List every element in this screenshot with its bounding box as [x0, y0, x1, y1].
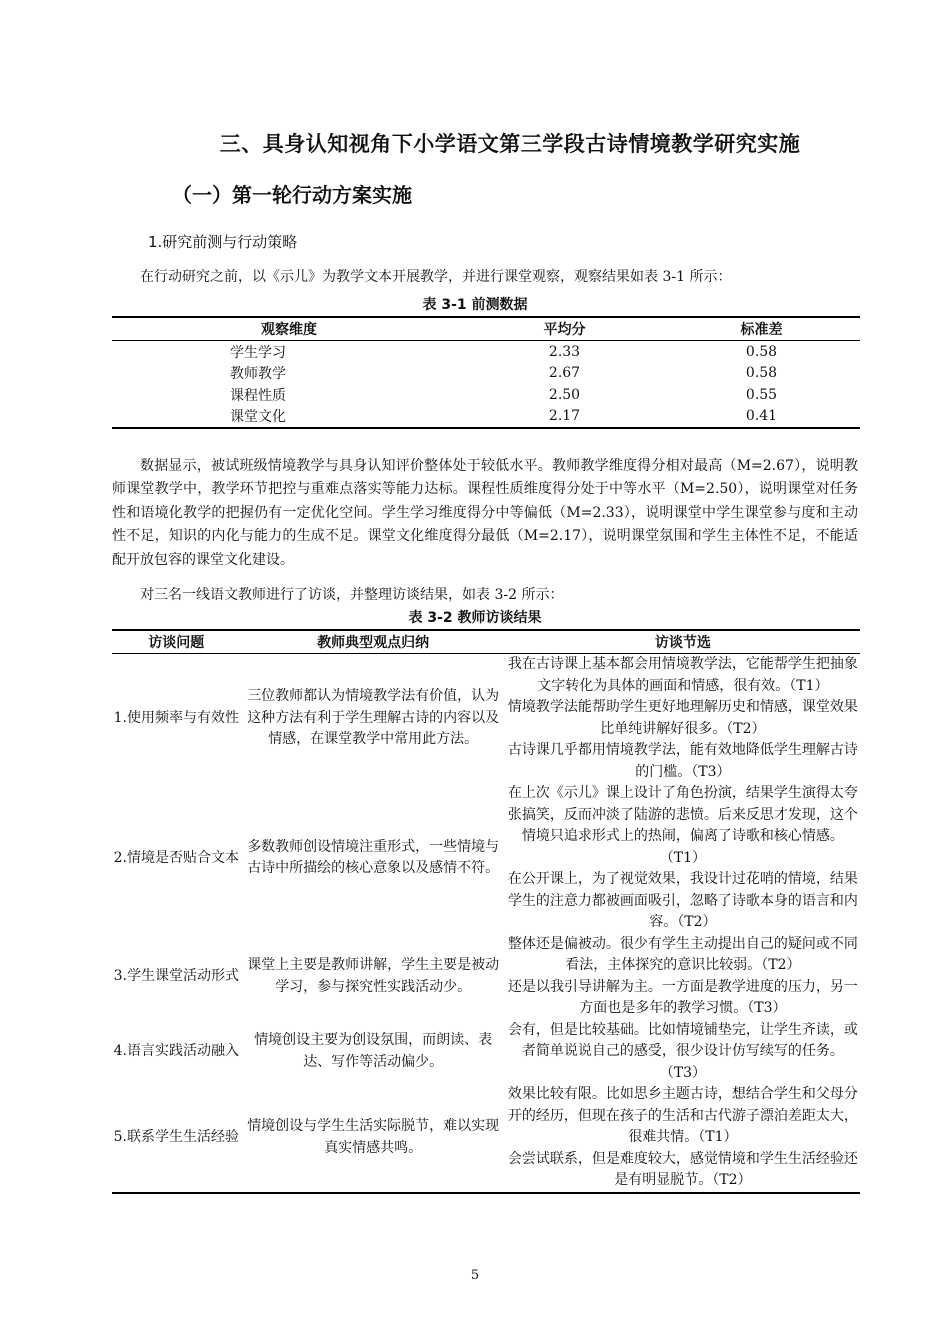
dimension-cell: 课堂文化: [230, 409, 286, 426]
dimension-cell: 学生学习: [230, 344, 286, 361]
excerpt-cell: [506, 654, 860, 784]
quote-text: 情境教学法能帮助学生更好地理解历史和情感，课堂效果比单纯讲解好很多。（T2）: [507, 699, 858, 737]
table2-header-question: 访谈问题: [148, 635, 205, 651]
table2-header-excerpt: 访谈节选: [654, 635, 711, 651]
quote-text: 我在古诗课上基本都会用情境教学法，它能帮学生把抽象文字转化为具体的画面和情感，很有效。（T1）: [507, 656, 858, 694]
pretest-table: [112, 316, 860, 429]
view-cell: 课堂上主要是教师讲解，学生主要是被动学习，参与探究性实践活动少。: [247, 957, 500, 995]
table-row: [112, 654, 860, 784]
section-heading: 三、具身认知视角下小学语文第三学段古诗情境教学研究实施: [219, 132, 801, 156]
mean-cell: 2.17: [548, 408, 581, 425]
excerpt-cell: [506, 783, 860, 934]
quote-text: 整体还是偏被动。很少有学生主动提出自己的疑问或不同看法，主体探究的意识比较弱。（T2）: [507, 935, 858, 973]
page-number: 5: [470, 1268, 480, 1283]
view-cell: 情境创设主要为创设氛围，而朗读、表达、写作等活动偏少。: [254, 1032, 493, 1070]
question-cell: 3.学生课堂活动形式: [113, 967, 239, 984]
sd-cell: 0.55: [745, 386, 778, 403]
mean-cell: 2.33: [548, 343, 581, 360]
quote-text: 会尝试联系，但是难度较大，感觉情境和学生生活经验还是有明显脱节。（T2）: [507, 1150, 858, 1188]
quote-text: 在上次《示儿》课上设计了角色扮演，结果学生演得太夸张搞笑，反而冲淡了陆游的悲愤。后来反思才发现，这个情境只追求形式上的热闹，偏离了诗歌和核心情感。（T1）: [507, 785, 858, 866]
interview-intro-paragraph: 对三名一线语文教师进行了访谈，并整理访谈结果，如表 3-2 所示：: [140, 587, 564, 603]
table2-header-row: [112, 630, 860, 654]
excerpt-cell: [506, 1020, 860, 1085]
question-cell: 1.使用频率与有效性: [113, 709, 239, 726]
quote-text: 会有，但是比较基础。比如情境铺垫完，让学生齐读，或者简单说说自己的感受，很少设计仿写续写的任务。（T3）: [507, 1021, 858, 1081]
analysis-paragraph: 数据显示，被试班级情境教学与具身认知评价整体处于较低水平。教师教学维度得分相对最高（M=2.67），说明教师课堂教学中，教学环节把控与重难点落实等能力达标。课程性质维度得分处于中等水平（M=2.50），说明课堂对任务性和语境化教学的把握仍有一定优化空间。学生学习维度得分中等偏低（M=2.33），说明课堂中学生课堂参与度和主动性不足，知识的内化与能力的生成不足。课堂文化维度得分最低（M=2.17），说明课堂氛围和学生主体性不足，不能适配开放包容的课堂文化建设。: [112, 458, 858, 568]
table-row: [112, 406, 860, 429]
table2-caption: 表 3-2 教师访谈结果: [408, 610, 542, 626]
sd-cell: 0.58: [745, 343, 778, 360]
table-row: [112, 384, 860, 406]
quote-text: 效果比较有限。比如思乡主题古诗，想结合学生和父母分开的经历，但现在孩子的生活和古代游子漂泊差距太大，很难共情。（T1）: [507, 1086, 858, 1145]
quote-text: 古诗课几乎都用情境教学法，能有效地降低学生理解古诗的门槛。（T3）: [507, 742, 858, 780]
mean-cell: 2.50: [548, 386, 581, 403]
view-cell: 三位教师都认为情境教学法有价值，认为这种方法有利于学生理解古诗的内容以及情感，在课堂教学中常用此方法。: [247, 688, 500, 748]
dimension-cell: 教师教学: [230, 366, 286, 383]
view-cell: 情境创设与学生生活实际脱节，难以实现真实情感共鸣。: [247, 1118, 500, 1156]
question-cell: 5.联系学生生活经验: [113, 1129, 239, 1145]
table1-caption: 表 3-1 前测数据: [422, 297, 528, 313]
mean-cell: 2.67: [548, 365, 581, 382]
table1-header-row: [112, 317, 860, 341]
question-cell: 2.情境是否贴合文本: [113, 849, 239, 866]
interview-table: [112, 629, 860, 1194]
question-cell: 4.语言实践活动融入: [113, 1043, 239, 1059]
table-row: [112, 1020, 860, 1085]
sd-cell: 0.58: [745, 365, 778, 382]
table1-header-mean: 平均分: [543, 322, 586, 338]
table2-header-view: 教师典型观点归纳: [317, 635, 430, 651]
table1-header-sd: 标准差: [740, 322, 783, 338]
table1-header-dimension: 观察维度: [261, 322, 317, 338]
quote-text: 还是以我引导讲解为主。一方面是教学进度的压力，另一方面也是多年的教学习惯。（T3）: [507, 978, 858, 1016]
excerpt-cell: [506, 934, 860, 1020]
table-row: [112, 341, 860, 363]
table-row: [112, 934, 860, 1020]
view-cell: 多数教师创设情境注重形式，一些情境与古诗中所描绘的核心意象以及感情不符。: [247, 838, 500, 877]
table-row: [112, 363, 860, 385]
excerpt-cell: [506, 1084, 860, 1193]
dimension-cell: 课程性质: [230, 387, 286, 404]
table-row: [112, 783, 860, 934]
intro-paragraph: 在行动研究之前，以《示儿》为教学文本开展教学，并进行课堂观察，观察结果如表 3-1 所示：: [140, 269, 732, 285]
sd-cell: 0.41: [745, 408, 778, 425]
table-row: [112, 1084, 860, 1193]
quote-text: 在公开课上，为了视觉效果，我设计过花哨的情境，结果学生的注意力都被画面吸引，忽略了诗歌本身的语言和内容。（T2）: [507, 871, 858, 930]
subsubsection-heading: 1.研究前测与行动策略: [148, 233, 298, 251]
subsection-heading: （一）第一轮行动方案实施: [172, 183, 412, 207]
